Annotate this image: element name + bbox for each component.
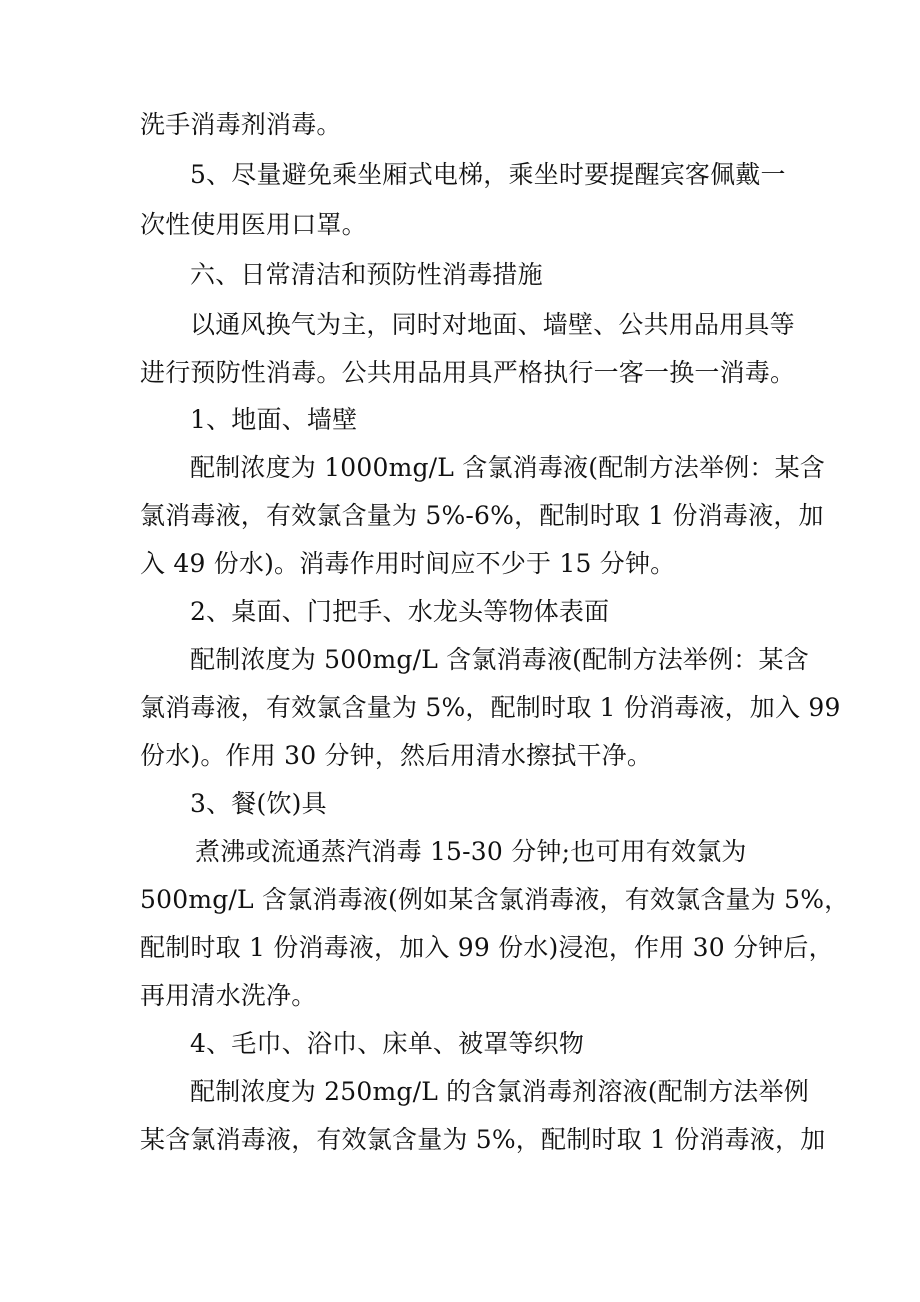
paragraph-line: 配制时取 1 份消毒液，加入 99 份水)浸泡，作用 30 分钟后， (140, 933, 834, 962)
subheading-2: 2、桌面、门把手、水龙头等物体表面 (190, 597, 610, 626)
section-heading-6: 六、日常清洁和预防性消毒措施 (190, 260, 543, 289)
paragraph-line: 氯消毒液，有效氯含量为 5%，配制时取 1 份消毒液，加入 99 (140, 693, 841, 722)
paragraph-line: 煮沸或流通蒸汽消毒 15-30 分钟;也可用有效氯为 (195, 837, 747, 866)
paragraph-line: 配制浓度为 250mg/L 的含氯消毒剂溶液(配制方法举例 (190, 1077, 809, 1106)
paragraph-line: 进行预防性消毒。公共用品用具严格执行一客一换一消毒。 (140, 358, 796, 387)
paragraph-line: 氯消毒液，有效氯含量为 5%-6%，配制时取 1 份消毒液，加 (140, 501, 824, 530)
paragraph-line: 入 49 份水)。消毒作用时间应不少于 15 分钟。 (140, 549, 676, 578)
paragraph-line: 500mg/L 含氯消毒液(例如某含氯消毒液，有效氯含量为 5%， (140, 885, 850, 914)
list-item-5: 5、尽量避免乘坐厢式电梯，乘坐时要提醒宾客佩戴一 (190, 160, 786, 189)
text-line: 次性使用医用口罩。 (140, 210, 367, 239)
paragraph-line: 某含氯消毒液，有效氯含量为 5%，配制时取 1 份消毒液，加 (140, 1125, 826, 1154)
subheading-4: 4、毛巾、浴巾、床单、被罩等织物 (190, 1029, 585, 1058)
text-line: 洗手消毒剂消毒。 (140, 110, 342, 139)
paragraph-line: 以通风换气为主，同时对地面、墙壁、公共用品用具等 (190, 310, 795, 339)
subheading-1: 1、地面、墙壁 (190, 405, 358, 434)
paragraph-line: 配制浓度为 500mg/L 含氯消毒液(配制方法举例：某含 (190, 645, 809, 674)
paragraph-line: 再用清水洗净。 (140, 981, 317, 1010)
subheading-3: 3、餐(饮)具 (190, 789, 327, 818)
paragraph-line: 配制浓度为 1000mg/L 含氯消毒液(配制方法举例：某含 (190, 453, 826, 482)
paragraph-line: 份水)。作用 30 分钟，然后用清水擦拭干净。 (140, 741, 653, 770)
